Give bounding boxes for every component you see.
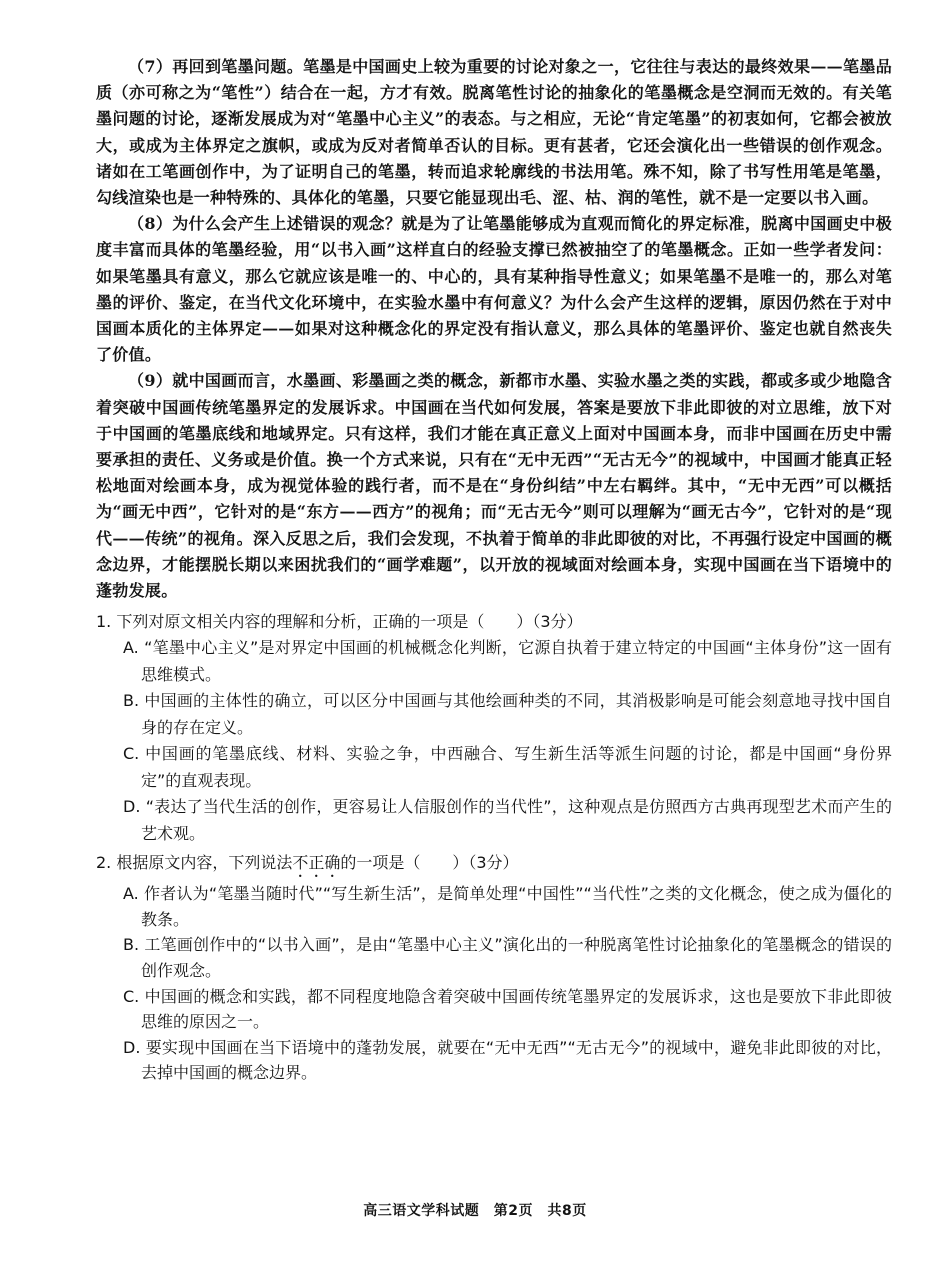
question-2-emphasis: 不正确 xyxy=(292,853,341,873)
question-2-stem-lead: 2. 根据原文内容，下列说法 xyxy=(96,853,293,873)
question-2-option-b: B. 工笔画创作中的“以书入画”，是由“笔墨中心主义”演化出的一种脱离笔性讨论抽象化的笔墨概念的错误的创作观念。 xyxy=(123,935,892,981)
question-1-option-d: D. “表达了当代生活的创作，更容易让人信服创作的当代性”，这种观点是仿照西方古典再现型艺术而产生的艺术观。 xyxy=(123,797,892,843)
reading-passage xyxy=(96,54,892,604)
question-1 xyxy=(96,608,892,847)
question-2-stem-tail: 的一项是（ ）（3分） xyxy=(340,853,519,873)
question-1-option-c: C. 中国画的笔墨底线、材料、实验之争，中西融合、写生新生活等派生问题的讨论，都是中国画“身份界定”的直观表现。 xyxy=(123,744,892,790)
question-2 xyxy=(96,849,892,1086)
question-2-option-d: D. 要实现中国画在当下语境中的蓬勃发展，就要在“无中无西”“无古无今”的视域中，避免非此即彼的对比，去掉中国画的概念边界。 xyxy=(123,1037,892,1083)
question-1-option-b: B. 中国画的主体性的确立，可以区分中国画与其他绘画种类的不同，其消极影响是可能会刻意地寻找中国自身的存在定义。 xyxy=(123,691,892,737)
exam-page xyxy=(96,54,892,1086)
question-2-option-a: A. 作者认为“笔墨当随时代”“写生新生活”，是简单处理“中国性”“当代性”之类的文化概念，使之成为僵化的教条。 xyxy=(123,884,892,929)
page-footer: 高三语文学科试题 第2页 共8页 xyxy=(363,1203,587,1219)
question-1-option-a: A. “笔墨中心主义”是对界定中国画的机械概念化判断，它源自执着于建立特定的中国画“主体身份”这一固有思维模式。 xyxy=(123,638,892,684)
question-1-stem: 1. 下列对原文相关内容的理解和分析，正确的一项是（ ）（3分） xyxy=(96,612,583,632)
paragraph-8: （8）为什么会产生上述错误的观念？就是为了让笔墨能够成为直观而简化的界定标准，脱离中国画史中极度丰富而具体的笔墨经验，用“以书入画”这样直白的经验支撑已然被抽空了的笔墨概念。正如一些学者发问：如果笔墨具有意义，那么它就应该是唯一的、中心的，具有某种指导性意义；如果笔墨不是唯一的，那么对笔墨的评价、鉴定，在当代文化环境中，在实验水墨中有何意义？为什么会产生这样的逻辑，原因仍然在于对中国画本质化的主体界定——如果对这种概念化的界定没有指认意义，那么具体的笔墨评价、鉴定也就自然丧失了价值。 xyxy=(96,214,892,365)
question-2-stem xyxy=(96,849,892,881)
question-list xyxy=(96,608,892,1086)
paragraph-7: （7）再回到笔墨问题。笔墨是中国画史上较为重要的讨论对象之一，它往往与表达的最终效果——笔墨品质（亦可称之为“笔性”）结合在一起，方才有效。脱离笔性讨论的抽象化的笔墨概念是空洞而无效的。有关笔墨问题的讨论，逐渐发展成为对“笔墨中心主义”的表态。与之相应，无论“肯定笔墨”的初衷如何，它都会被放大，或成为主体界定之旗帜，或成为反对者简单否认的目标。更有甚者，它还会演化出一些错误的创作观念。诸如在工笔画创作中，为了证明自己的笔墨，转而追求轮廓线的书法用笔。殊不知，除了书写性用笔是笔墨，勾线渲染也是一种特殊的、具体化的笔墨，只要它能显现出毛、涩、枯、润的笔性，就不是一定要以书入画。 xyxy=(96,57,892,208)
paragraph-9: （9）就中国画而言，水墨画、彩墨画之类的概念，新都市水墨、实验水墨之类的实践，都或多或少地隐含着突破中国画传统笔墨界定的发展诉求。中国画在当代如何发展，答案是要放下非此即彼的对立思维，放下对于中国画的笔墨底线和地域界定。只有这样，我们才能在真正意义上面对中国画本身，而非中国画在历史中需要承担的责任、义务或是价值。换一个方式来说，只有在“无中无西”“无古无今”的视域中，中国画才能真正轻松地面对绘画本身，成为视觉体验的践行者，而不是在“身份纠结”中左右羁绊。其中，“无中无西”可以概括为“画无中西”，它针对的是“东方——西方”的视角；而“无古无今”则可以理解为“画无古今”，它针对的是“现代——传统”的视角。深入反思之后，我们会发现，不执着于简单的非此即彼的对比，不再强行设定中国画的概念边界，才能摆脱长期以来困扰我们的“画学难题”，以开放的视域面对绘画本身，实现中国画在当下语境中的蓬勃发展。 xyxy=(96,371,892,601)
question-2-option-c: C. 中国画的概念和实践，都不同程度地隐含着突破中国画传统笔墨界定的发展诉求，这也是要放下非此即彼思维的原因之一。 xyxy=(123,986,892,1032)
